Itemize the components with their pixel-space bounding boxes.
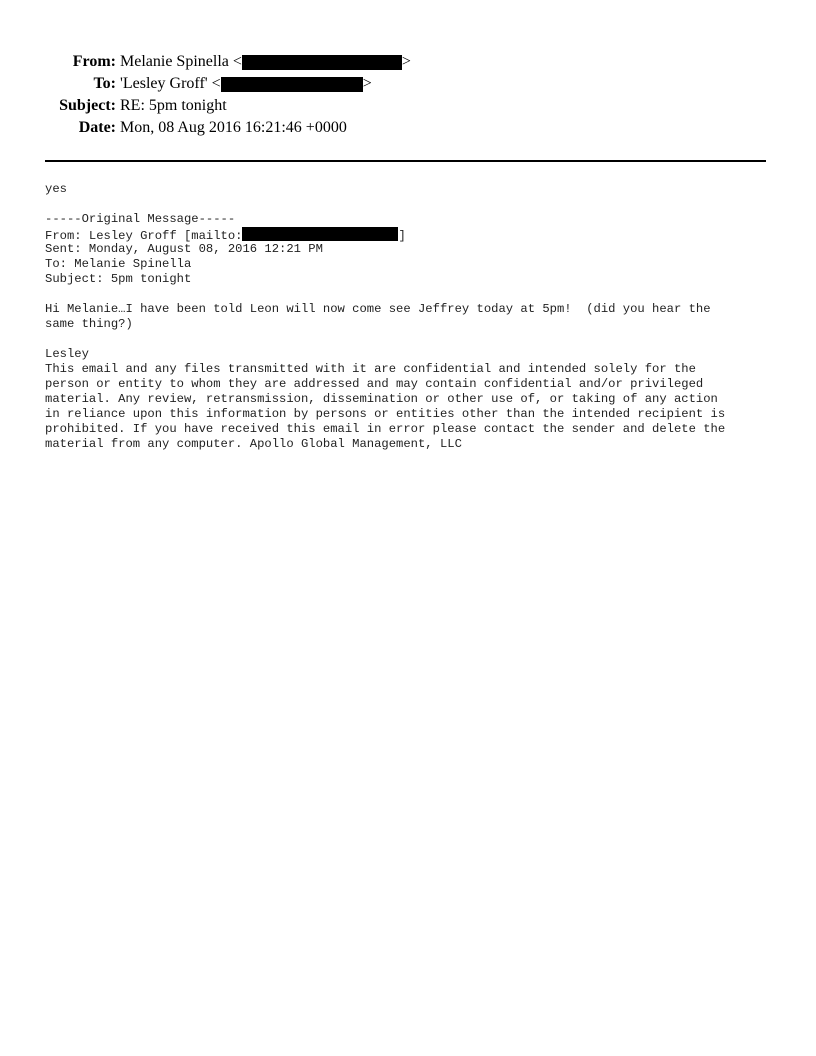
reply-text: yes (45, 182, 67, 196)
disclaimer-line: material from any computer. Apollo Global Management, LLC (45, 437, 462, 451)
from-value (120, 51, 411, 73)
message-line: Hi Melanie…I have been told Leon will now come see Jeffrey today at 5pm! (did you hear the (45, 302, 711, 316)
from-row (0, 51, 411, 73)
from-label: From: (72, 53, 116, 70)
original-from-line (45, 227, 775, 242)
redacted-from-email (242, 55, 402, 70)
subject-label: Subject: (59, 97, 116, 114)
disclaimer-line: prohibited. If you have received this email in error please contact the sender and delete the (45, 422, 726, 436)
original-to-line: To: Melanie Spinella (45, 257, 192, 271)
original-message-marker: -----Original Message----- (45, 212, 236, 226)
from-close: > (401, 53, 411, 70)
spacer (45, 197, 775, 212)
email-body (45, 182, 775, 452)
disclaimer-line: material. Any review, retransmission, dissemination or other use of, or taking of any action (45, 392, 718, 406)
to-row (0, 73, 411, 95)
signature: Lesley (45, 347, 89, 361)
to-label: To: (93, 75, 116, 92)
disclaimer-line: This email and any files transmitted with it are confidential and intended solely for the (45, 362, 696, 376)
to-value (120, 73, 372, 95)
to-close: > (362, 75, 372, 92)
message-line: same thing?) (45, 317, 133, 331)
subject-value: RE: 5pm tonight (120, 97, 227, 114)
spacer (45, 332, 775, 347)
to-name: 'Lesley Groff' < (120, 75, 221, 92)
original-subject-line: Subject: 5pm tonight (45, 272, 192, 286)
subject-row (0, 95, 411, 117)
original-from-prefix: From: Lesley Groff [mailto: (45, 229, 243, 243)
date-label: Date: (78, 119, 116, 136)
disclaimer-line: in reliance upon this information by persons or entities other than the intended recipient is (45, 407, 726, 421)
disclaimer-line: person or entity to whom they are addressed and may contain confidential and/or privileged (45, 377, 704, 391)
redacted-to-email (221, 77, 363, 92)
original-sent-line: Sent: Monday, August 08, 2016 12:21 PM (45, 242, 323, 256)
original-from-suffix: ] (398, 229, 406, 243)
spacer (45, 287, 775, 302)
header-divider (45, 160, 766, 162)
date-row (0, 117, 411, 139)
redacted-mailto-email (242, 227, 398, 241)
email-header (0, 51, 411, 139)
from-name: Melanie Spinella < (120, 53, 242, 70)
date-value: Mon, 08 Aug 2016 16:21:46 +0000 (120, 119, 347, 136)
